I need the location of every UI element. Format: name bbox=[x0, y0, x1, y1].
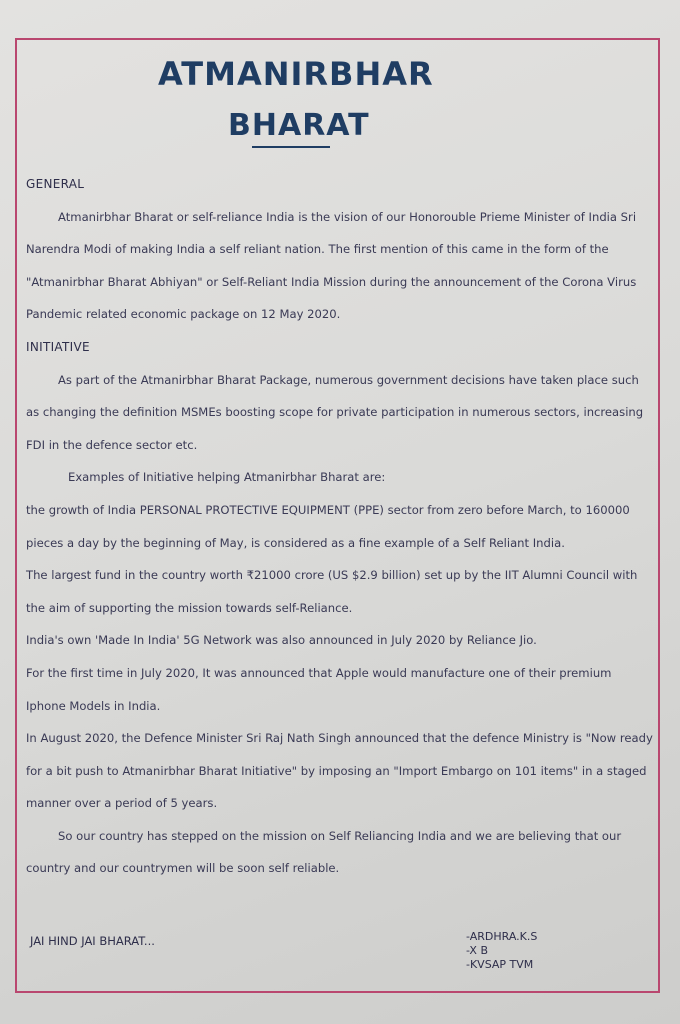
example-item: the growth of India PERSONAL PROTECTIVE EQUIPMENT (PPE) sector from zero before March, to 160000 pieces a day by the beginning of May, is considered as a fine example of a Self Reliant India. bbox=[26, 502, 630, 550]
signature-class: -X B bbox=[466, 944, 488, 957]
example-item: The largest fund in the country worth ₹21000 crore (US $2.9 billion) set up by the IIT Alumni Council with the aim of supporting the mission towards self-Reliance. bbox=[26, 568, 638, 615]
title-underline bbox=[252, 146, 330, 148]
example-item: In August 2020, the Defence Minister Sri Raj Nath Singh announced that the defence Ministry is "Now ready for a bit push to Atmanirbhar Bharat Initiative" by imposing an "Import Embargo on 101 items" in a staged manner over a period of 5 years. bbox=[26, 731, 653, 811]
signature-block bbox=[466, 930, 537, 972]
general-heading: GENERAL bbox=[26, 177, 85, 191]
signature-school: -KVSAP TVM bbox=[466, 958, 534, 971]
examples-intro: Examples of Initiative helping Atmanirbhar Bharat are: bbox=[68, 470, 386, 485]
closing-slogan: JAI HIND JAI BHARAT... bbox=[30, 934, 155, 948]
title-line-1: ATMANIRBHAR bbox=[158, 55, 434, 93]
essay-body bbox=[26, 168, 654, 885]
conclusion-paragraph: So our country has stepped on the mission on Self Reliancing India and we are believing that our country and our countrymen will be soon self reliable. bbox=[26, 828, 622, 876]
example-item: India's own 'Made In India' 5G Network was also announced in July 2020 by Reliance Jio. bbox=[26, 633, 537, 648]
initiative-heading: INITIATIVE bbox=[26, 339, 90, 354]
initiative-paragraph: As part of the Atmanirbhar Bharat Package, numerous government decisions have taken place such as changing the definition MSMEs boosting scope for private participation in numerous sectors, increasing FDI in the defence sector etc. bbox=[26, 372, 644, 452]
general-paragraph: Atmanirbhar Bharat or self-reliance India is the vision of our Honorouble Prieme Minister of India Sri Narendra Modi of making India a self reliant nation. The first mention of this came in the form of the "Atmanirbhar Bharat Abhiyan" or Self-Reliant India Mission during the announcement of the Corona Virus Pandemic related economic package on 12 May 2020. bbox=[26, 209, 637, 322]
signature-name: -ARDHRA.K.S bbox=[466, 930, 538, 943]
example-item: For the first time in July 2020, It was announced that Apple would manufacture one of their premium Iphone Models in India. bbox=[26, 665, 612, 713]
title-line-2: BHARAT bbox=[228, 108, 370, 143]
